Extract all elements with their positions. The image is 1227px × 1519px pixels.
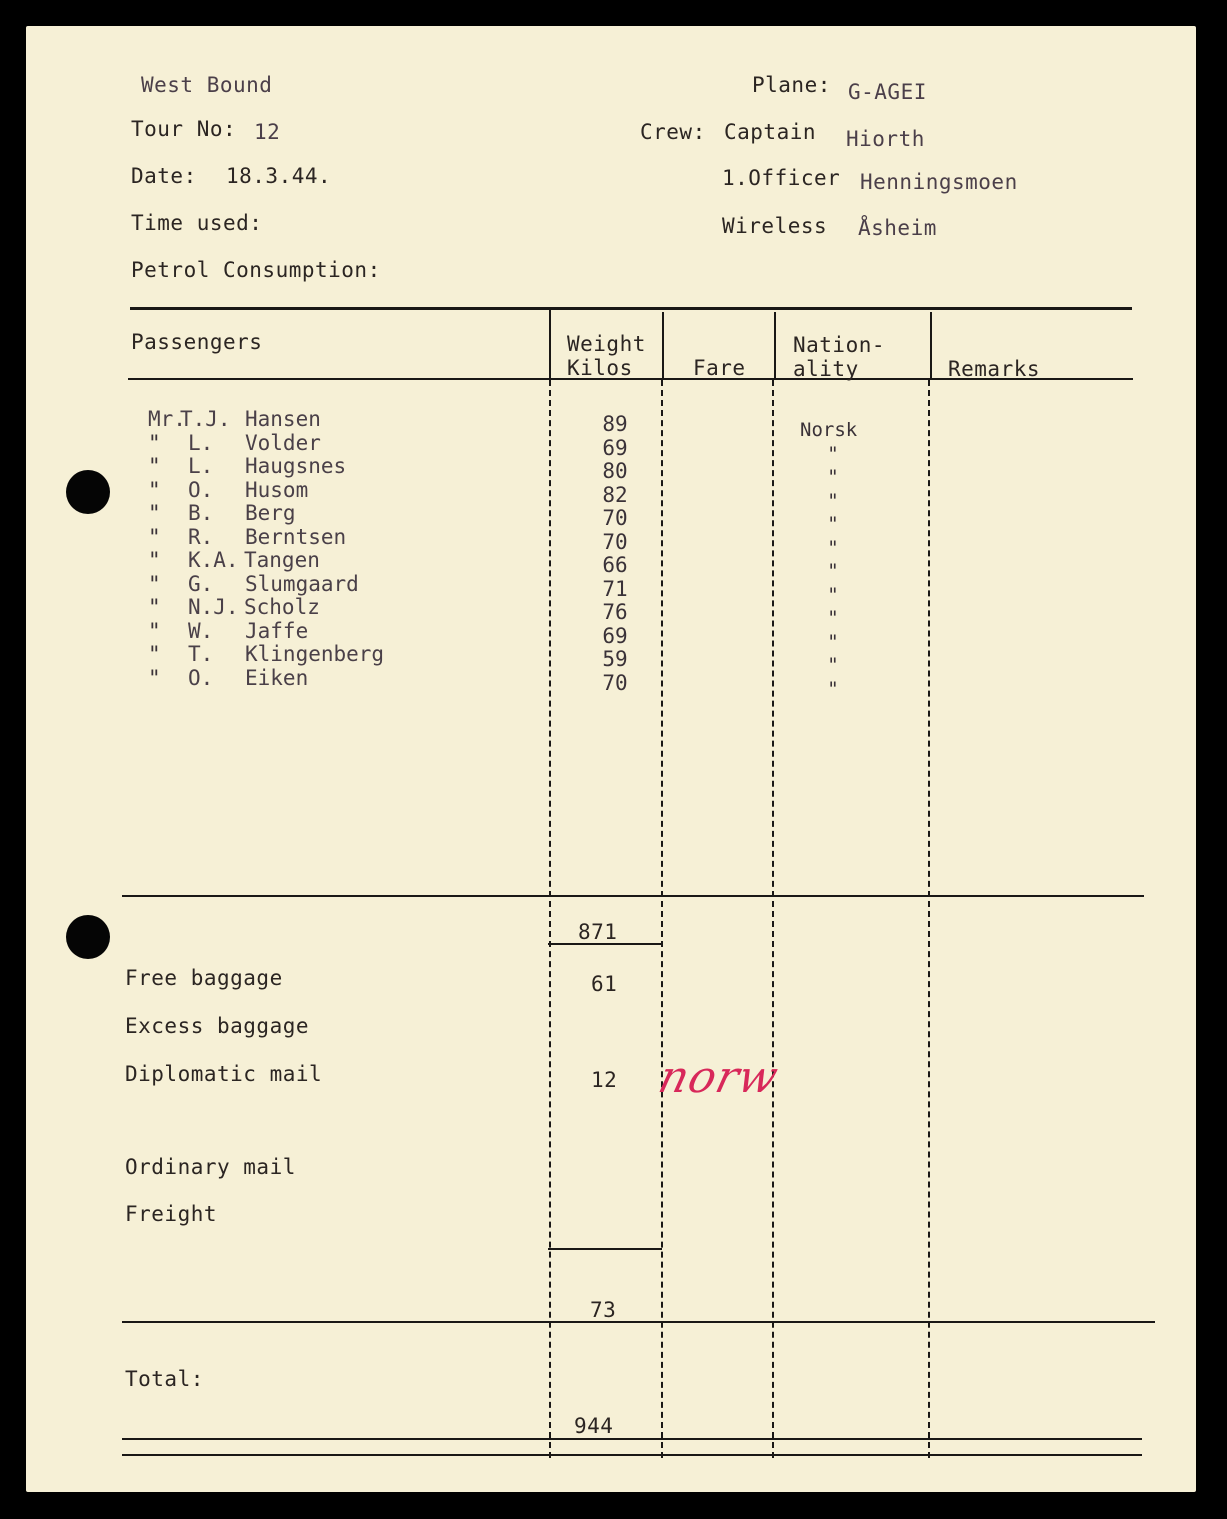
crew-label: Crew: <box>640 120 706 144</box>
diplomatic-mail-handwritten-note: norw <box>653 1052 784 1103</box>
tour-label: Tour No: <box>131 117 237 141</box>
passenger-initials: O. <box>188 666 214 690</box>
passenger-surname: Slumgaard <box>245 572 359 596</box>
fare-column-divider <box>662 312 664 380</box>
passenger-nationality: " <box>827 443 839 465</box>
passenger-initials: N.J. <box>188 595 239 619</box>
passenger-section-rule <box>122 895 1144 897</box>
weight-column-divider <box>549 308 551 380</box>
passenger-surname: Scholz <box>244 595 320 619</box>
fare-column-header: Fare <box>693 356 746 380</box>
passenger-surname: Klingenberg <box>245 642 385 666</box>
passenger-nationality: " <box>827 654 839 676</box>
passenger-nationality: " <box>827 490 839 512</box>
fare-column-divider-body <box>661 380 663 1458</box>
passenger-initials: L. <box>188 431 214 455</box>
passenger-initials: W. <box>188 619 214 643</box>
tour-number: 12 <box>254 120 281 144</box>
passenger-initials: T. <box>188 642 214 666</box>
officer-label: 1.Officer <box>722 166 841 190</box>
passenger-prefix: " <box>148 501 161 525</box>
passenger-surname: Berg <box>245 501 296 525</box>
passenger-nationality: " <box>827 584 839 606</box>
date-value: 18.3.44. <box>226 164 332 188</box>
total-weight-value: 944 <box>574 1414 614 1438</box>
manifest-sheet <box>26 26 1196 1492</box>
passenger-prefix: " <box>148 642 161 666</box>
weight-column-header-line1: Weight <box>567 332 646 356</box>
passenger-surname: Husom <box>245 478 309 502</box>
excess-baggage-label: Excess baggage <box>125 1014 310 1038</box>
passenger-nationality: " <box>827 466 839 488</box>
captain-name: Hiorth <box>846 127 925 151</box>
direction-label: West Bound <box>141 73 273 97</box>
remarks-column-divider <box>930 312 932 380</box>
passenger-initials: O. <box>188 478 214 502</box>
freight-label: Freight <box>125 1202 218 1226</box>
punch-hole-top <box>66 470 110 514</box>
passenger-weight: 70 <box>602 530 628 554</box>
passenger-prefix: Mr. <box>148 407 186 431</box>
passenger-prefix: " <box>148 666 161 690</box>
diplomatic-mail-label: Diplomatic mail <box>125 1062 323 1086</box>
passenger-nationality: " <box>827 678 839 700</box>
date-label: Date: <box>131 164 197 188</box>
passenger-surname: Volder <box>245 431 321 455</box>
total-label: Total: <box>125 1367 204 1391</box>
plane-label: Plane: <box>752 73 831 97</box>
baggage-weight-subtotal: 73 <box>590 1298 617 1322</box>
passenger-weight: 70 <box>602 506 628 530</box>
passenger-surname: Berntsen <box>245 525 347 549</box>
passenger-surname: Tangen <box>244 548 320 572</box>
passenger-surname: Hansen <box>245 407 321 431</box>
free-baggage-label: Free baggage <box>125 966 283 990</box>
passenger-initials: L. <box>188 454 214 478</box>
passenger-weight: 69 <box>602 436 628 460</box>
punch-hole-bottom <box>66 915 110 959</box>
nationality-column-header-line1: Nation- <box>793 333 886 357</box>
passenger-initials: G. <box>188 572 214 596</box>
passenger-nationality: Norsk <box>800 419 858 441</box>
passenger-nationality: " <box>827 607 839 629</box>
passenger-weight: 59 <box>602 647 628 671</box>
officer-name: Henningsmoen <box>860 170 1018 194</box>
baggage-underline <box>548 1248 662 1250</box>
petrol-label: Petrol Consumption: <box>131 258 381 282</box>
passenger-surname: Jaffe <box>245 619 309 643</box>
weight-column-header-line2: Kilos <box>567 356 633 380</box>
passenger-prefix: " <box>148 548 161 572</box>
captain-label: Captain <box>724 120 817 144</box>
plane-value: G-AGEI <box>848 80 927 104</box>
passenger-prefix: " <box>148 454 161 478</box>
passenger-weight: 66 <box>602 553 628 577</box>
time-used-label: Time used: <box>131 211 263 235</box>
passenger-nationality: " <box>827 560 839 582</box>
total-section-rule <box>122 1321 1155 1323</box>
passenger-nationality: " <box>827 537 839 559</box>
passenger-surname: Haugsnes <box>245 454 347 478</box>
diplomatic-mail-value: 12 <box>591 1068 618 1092</box>
nationality-column-divider <box>774 312 776 380</box>
bottom-rule-1 <box>122 1438 1142 1440</box>
passenger-weight: 69 <box>602 624 628 648</box>
passenger-prefix: " <box>148 595 161 619</box>
passenger-weight: 89 <box>602 412 628 436</box>
passenger-surname: Eiken <box>245 666 309 690</box>
passenger-nationality: " <box>827 513 839 535</box>
passenger-initials: B. <box>188 501 214 525</box>
table-top-rule <box>130 307 1132 310</box>
wireless-label: Wireless <box>722 214 828 238</box>
passenger-prefix: " <box>148 619 161 643</box>
passenger-prefix: " <box>148 525 161 549</box>
wireless-name: Åsheim <box>858 216 937 240</box>
free-baggage-value: 61 <box>591 972 618 996</box>
passenger-initials: T.J. <box>180 407 231 431</box>
passenger-weight: 80 <box>602 459 628 483</box>
passengers-column-header: Passengers <box>131 330 263 354</box>
passenger-weight: 82 <box>602 483 628 507</box>
passenger-weight: 76 <box>602 600 628 624</box>
passenger-initials: K.A. <box>188 548 239 572</box>
passenger-weight: 71 <box>602 577 628 601</box>
bottom-rule-2 <box>122 1454 1142 1456</box>
passenger-prefix: " <box>148 478 161 502</box>
nationality-column-divider-body <box>772 380 774 1458</box>
nationality-column-header-line2: ality <box>793 357 859 381</box>
passenger-weight-subtotal: 871 <box>578 920 618 944</box>
weight-column-divider-body <box>549 380 551 1458</box>
remarks-column-divider-body <box>928 380 930 1458</box>
passenger-prefix: " <box>148 572 161 596</box>
passenger-weight: 70 <box>602 671 628 695</box>
passenger-prefix: " <box>148 431 161 455</box>
passenger-nationality: " <box>827 631 839 653</box>
passenger-initials: R. <box>188 525 214 549</box>
ordinary-mail-label: Ordinary mail <box>125 1155 296 1179</box>
remarks-column-header: Remarks <box>948 357 1041 381</box>
